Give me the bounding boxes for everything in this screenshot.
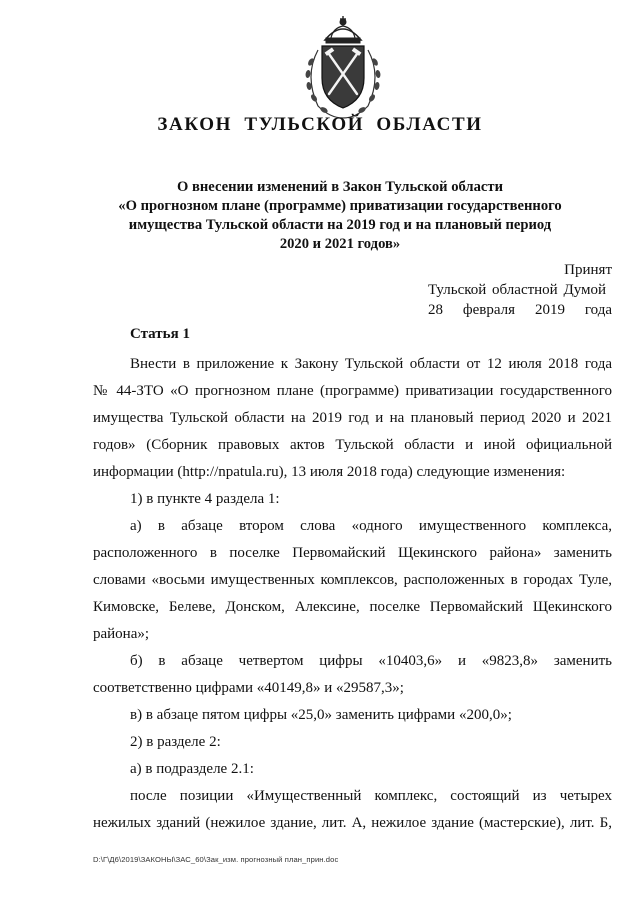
subtitle-line: О внесении изменений в Закон Тульской области — [177, 179, 503, 195]
article-text-line: после позиции «Имущественный комплекс, состоящий из четырех — [130, 788, 612, 804]
adopted-by: Тульской областной Думой — [428, 282, 607, 298]
article-text-line: а) в подразделе 2.1: — [130, 761, 254, 777]
adoption-year-word: года — [584, 302, 612, 318]
article-text-line: а) в абзаце втором слова «одного имущественного комплекса, — [130, 518, 612, 534]
article-text-line: информации (http://npatula.ru), 13 июля 2018 года) следующие изменения: — [93, 464, 566, 480]
adoption-year: 2019 — [534, 302, 565, 318]
subtitle-line: имущества Тульской области на 2019 год и на плановый период — [128, 217, 552, 233]
article-text-line: 1) в пункте 4 раздела 1: — [130, 491, 280, 507]
adoption-block — [428, 260, 612, 320]
article-text-line: б) в абзаце четвертом цифры «10403,6» и «9823,8» заменить — [130, 653, 612, 669]
article-body — [93, 351, 612, 837]
article-text-line: 2) в разделе 2: — [130, 734, 221, 750]
adoption-month: февраля — [462, 302, 516, 318]
article-text-line: соответственно цифрами «40149,8» и «29587,3»; — [93, 680, 404, 696]
document-subtitle — [96, 178, 584, 254]
adoption-day: 28 — [428, 302, 443, 318]
article-text-line: в) в абзаце пятом цифры «25,0» заменить цифрами «200,0»; — [130, 707, 512, 723]
article-text-line: годов» (Сборник правовых актов Тульской области и иной официальной — [93, 437, 612, 453]
file-path-footer: D:\Г\Д6\2019\ЗАКОНЫ\ЗАС_60\Зак_изм. прогнозный план_прин.doc — [93, 855, 339, 864]
article-text-line: района»; — [93, 626, 150, 642]
article-text-line: словами «восьми имущественных комплексов, расположенных в городах Туле, — [93, 572, 612, 588]
adoption-date — [428, 300, 612, 320]
article-text-line: Кимовске, Белеве, Донском, Алексине, поселке Первомайский Щекинского — [93, 599, 612, 615]
article-text-line: расположенного в поселке Первомайский Щекинского района» заменить — [93, 545, 612, 561]
coat-of-arms-icon — [298, 14, 388, 124]
article-text-line: Внести в приложение к Закону Тульской области от 12 июля 2018 года — [130, 356, 612, 372]
article-text-line: имущества Тульской области на 2019 год и на плановый период 2020 и 2021 — [93, 410, 612, 426]
document-title: ЗАКОН ТУЛЬСКОЙ ОБЛАСТИ — [157, 114, 483, 135]
subtitle-line: 2020 и 2021 годов» — [279, 236, 401, 252]
subtitle-line: «О прогнозном плане (программе) приватизации государственного — [118, 198, 562, 214]
article-text-line: № 44-ЗТО «О прогнозном плане (программе) приватизации государственного — [93, 383, 612, 399]
article-text-line: нежилых зданий (нежилое здание, лит. А, нежилое здание (мастерские), лит. Б, — [93, 815, 612, 831]
adopted-label: Принят — [564, 262, 612, 278]
article-heading: Статья 1 — [130, 326, 190, 342]
